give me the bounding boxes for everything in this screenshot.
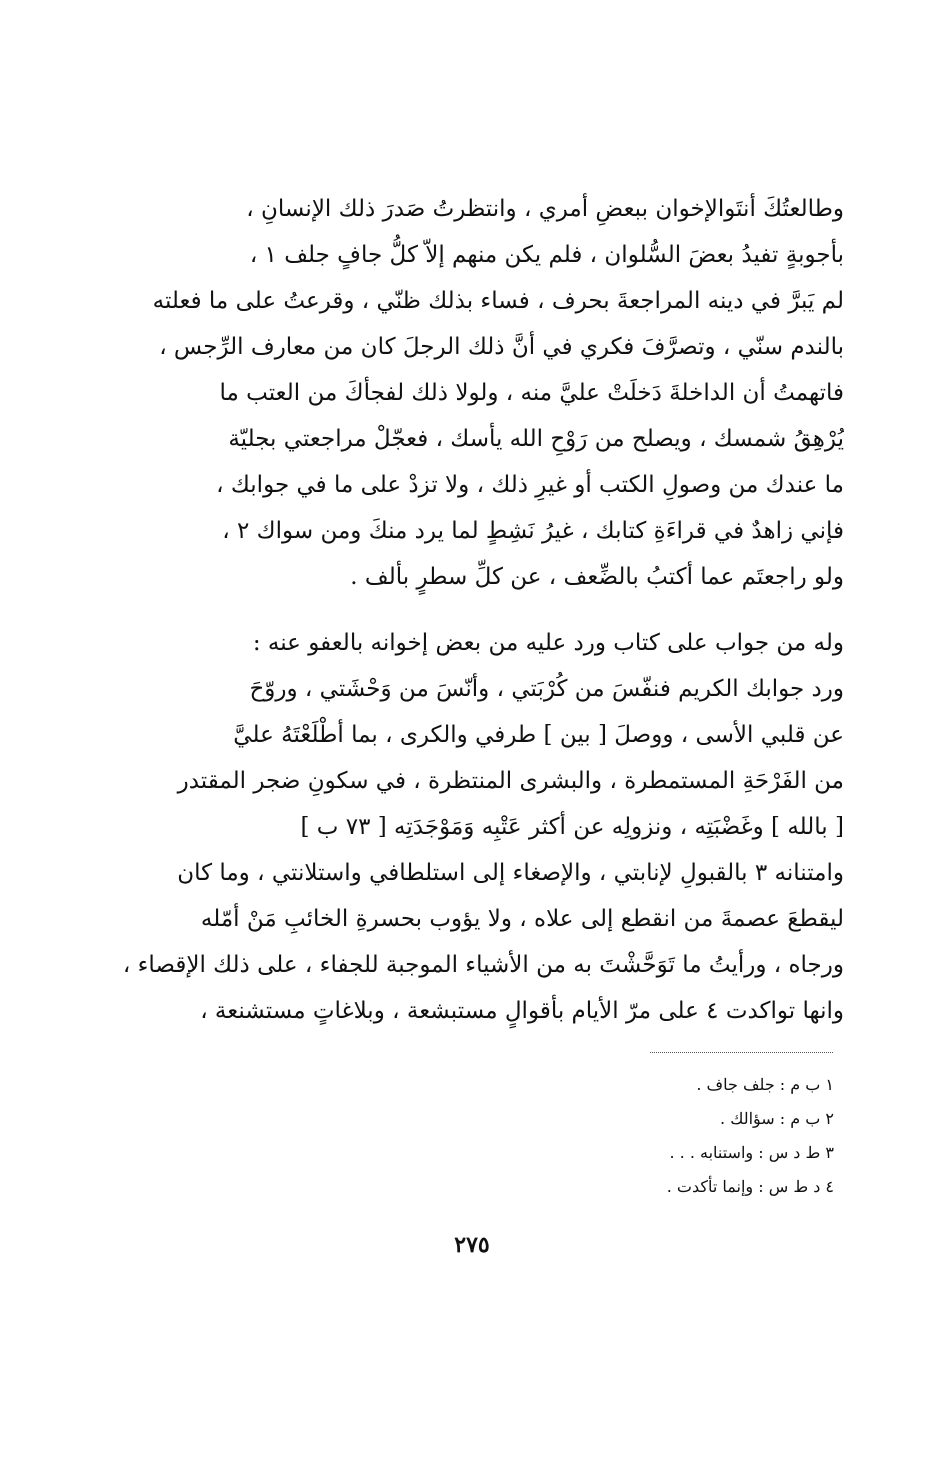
footnotes: [334, 1068, 834, 1204]
text-line: عن قلبي الأسى ، ووصلَ [ بين ] طرفي والكرى ، بما أطْلَعْتَهُ عليَّ: [233, 722, 844, 748]
paragraph-letter: [96, 186, 844, 600]
footnote-divider: [650, 1052, 833, 1053]
text-line: وطالعتُكَ أنتَوالإخوان ببعضِ أمري ، وانتظرتُ صَدرَ ذلك الإنسانِ ،: [246, 196, 844, 222]
text-line: ما عندك من وصولِ الكتب أو غيرِ ذلك ، ولا تزدْ على ما في جوابك ،: [216, 472, 844, 498]
text-line: لم يَبرَّ في دينه المراجعةَ بحرف ، فساء بذلك ظنّي ، وقرعتُ على ما فعلته: [152, 288, 844, 314]
text-line: يُرْهِقُ شمسك ، ويصلح من رَوْحِ الله يأسك ، فعجّلْ مراجعتي بجليّة: [228, 426, 844, 452]
text-line: وامتنانه ٣ بالقبولِ لإنابتي ، والإصغاء إلى استلطافي واستلانتي ، وما كان: [177, 860, 844, 886]
text-line: من الفَرْحَةِ المستمطرة ، والبشرى المنتظرة ، في سكونِ ضجر المقتدر: [177, 768, 844, 794]
text-line: بأجوبةٍ تفيدُ بعضَ السُّلوان ، فلم يكن منهم إلاّ كلُّ جافٍ جلف ١ ،: [249, 242, 844, 268]
text-line: وانها تواكدت ٤ على مرّ الأيام بأقوالٍ مستبشعة ، وبلاغاتٍ مستشنعة ،: [200, 998, 844, 1024]
text-line: [ بالله ] وغَضْبَتِه ، ونزولِه عن أكثر عَتْبِه وَمَوْجَدَتِه [ ٧٣ ب ]: [300, 814, 844, 840]
text-line: وله من جواب على كتاب ورد عليه من بعض إخوانه بالعفو عنه :: [252, 630, 844, 656]
text-line: ورجاه ، ورأيتُ ما تَوَحَّشْتَ به من الأشياء الموجبة للجفاء ، على ذلك الإقصاء ،: [122, 952, 844, 978]
footnote: ٢ ب م : سؤالك .: [720, 1109, 834, 1128]
text-line: بالندم سنّي ، وتصرَّفَ فكري في أنَّ ذلك الرجلَ كان من معارف الرِّجس ،: [159, 334, 844, 360]
footnote: ٤ د ط س : وإنما تأكدت .: [666, 1177, 834, 1196]
text-line: ولو راجعتَم عما أكتبُ بالضِّعف ، عن كلِّ سطرٍ بألف .: [350, 564, 844, 590]
footnote: ١ ب م : جلف جاف .: [696, 1075, 834, 1094]
text-line: فإني زاهدٌ في قراءَةِ كتابك ، غيرُ نَشِطٍ لما يرد منكَ ومن سواك ٢ ،: [222, 518, 844, 544]
paragraph-reply: [96, 620, 844, 1034]
text-line: ورد جوابك الكريم فنفّسَ من كُرْبَتي ، وأنّسَ من وَحْشَتي ، وروّحَ: [249, 676, 844, 702]
text-line: فاتهمتُ أن الداخلةَ دَخلَتْ عليَّ منه ، ولولا ذلك لفجأكَ من العتب ما: [219, 380, 844, 406]
text-line: ليقطعَ عصمةَ من انقطع إلى علاه ، ولا يؤوب بحسرةِ الخائبِ مَنْ أمّله: [200, 906, 844, 932]
footnote: ٣ ط د س : واستنابه . . .: [669, 1143, 834, 1162]
page-number: ٢٧٥: [454, 1232, 490, 1258]
